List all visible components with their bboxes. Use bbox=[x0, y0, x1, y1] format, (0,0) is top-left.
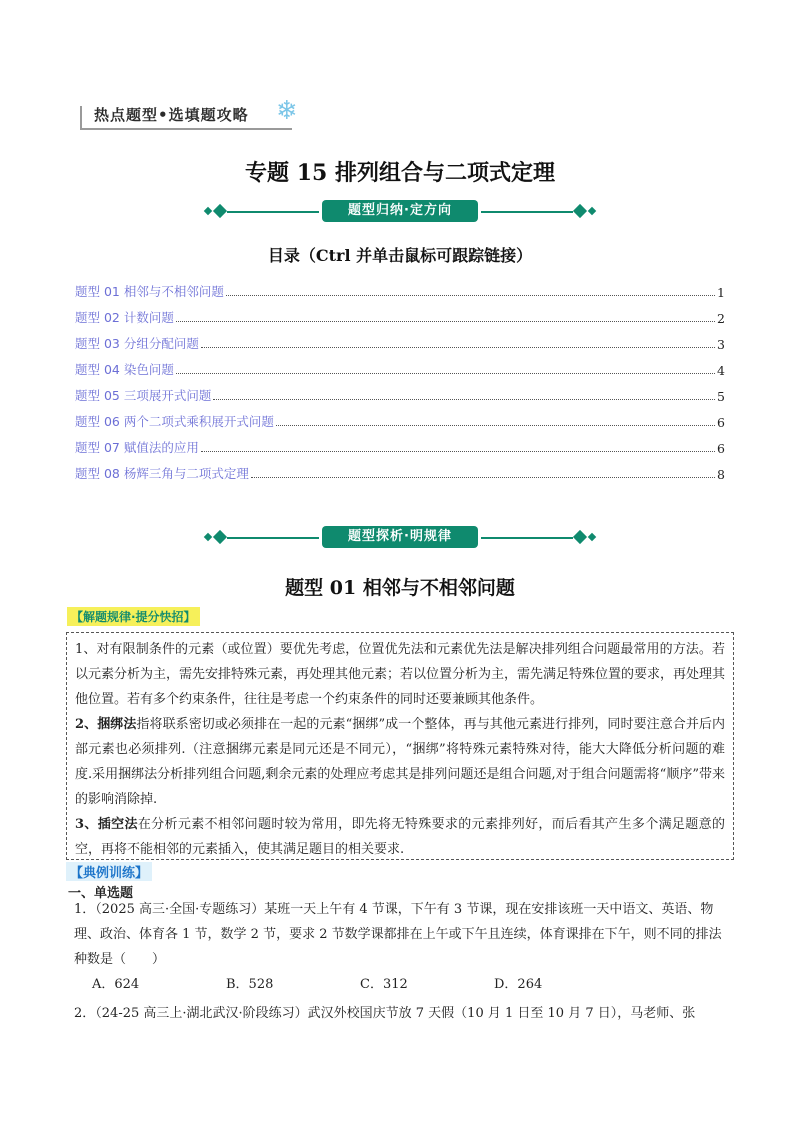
banner-diamond-icon bbox=[588, 207, 596, 215]
question-type-heading: 一、单选题 bbox=[68, 886, 134, 901]
tip-text: 1、对有限制条件的元素（或位置）要优先考虑，位置优先法和元素优先法是解决排列组合问题最常用的方法。若以元素分析为主，需先安排特殊元素，再处理其他元素；若以位置分析为主，需先满足特殊位置的要求，再处理其他位置。若有多个约束条件，往往是考虑一个约束条件的同时还要兼顾其他条件。 bbox=[75, 642, 726, 707]
option-d[interactable]: D．264 bbox=[494, 977, 543, 992]
banner-diamond-icon bbox=[573, 530, 587, 544]
toc-entry-label[interactable]: 题型 08 杨辉三角与二项式定理 bbox=[75, 466, 249, 481]
question-1-options bbox=[92, 973, 628, 992]
toc-entry[interactable] bbox=[75, 378, 725, 404]
option-a[interactable]: A．624 bbox=[92, 977, 140, 992]
toc-page-number: 3 bbox=[717, 337, 725, 352]
toc-page-number: 1 bbox=[717, 285, 725, 300]
examples-label: 【典例训练】 bbox=[66, 862, 152, 881]
toc-title: 目录（Ctrl 并单击鼠标可跟踪链接） bbox=[267, 246, 533, 265]
toc-page-number: 8 bbox=[717, 467, 725, 482]
toc-entry-label[interactable]: 题型 05 三项展开式问题 bbox=[75, 388, 212, 403]
banner-diamond-icon bbox=[204, 207, 212, 215]
tip-lead: 2、捆绑法 bbox=[75, 717, 137, 732]
toc-leader bbox=[201, 347, 715, 348]
toc-entry-label[interactable]: 题型 02 计数问题 bbox=[75, 310, 174, 325]
toc-leader bbox=[251, 477, 715, 478]
banner-line bbox=[227, 211, 319, 213]
badge-divider-vertical bbox=[80, 106, 82, 130]
tip-paragraph bbox=[75, 637, 725, 712]
tip-text: 在分析元素不相邻问题时较为常用，即先将无特殊要求的元素排列好，而后看其产生多个满足题意的空，再将不能相邻的元素插入，使其满足题目的相关要求. bbox=[75, 817, 725, 857]
section-title: 题型 01 相邻与不相邻问题 bbox=[285, 577, 515, 599]
banner-line bbox=[481, 211, 573, 213]
toc-entry-label[interactable]: 题型 01 相邻与不相邻问题 bbox=[75, 284, 224, 299]
toc-entry-label[interactable]: 题型 04 染色问题 bbox=[75, 362, 174, 377]
section-banner-analysis bbox=[205, 526, 595, 550]
table-of-contents bbox=[75, 274, 725, 482]
toc-leader bbox=[226, 295, 715, 296]
badge-underline bbox=[80, 128, 292, 130]
tip-paragraph bbox=[75, 812, 725, 862]
option-b[interactable]: B．528 bbox=[226, 977, 274, 992]
banner-label: 题型归纳·定方向 bbox=[322, 200, 478, 222]
banner-label: 题型探析·明规律 bbox=[322, 526, 478, 548]
banner-line bbox=[481, 537, 573, 539]
tip-lead: 3、插空法 bbox=[75, 817, 138, 832]
toc-page-number: 2 bbox=[717, 311, 725, 326]
question-1: 1．（2025 高三·全国·专题练习）某班一天上午有 4 节课，下午有 3 节课，现在安排该班一天中语文、英语、物理、政治、体育各 1 节，数学 2 节，要求 2 节数学课都排在上午或下午且连续，体育课排在下午，则不同的排法种数是（ ） bbox=[74, 902, 722, 967]
toc-page-number: 6 bbox=[717, 441, 725, 456]
snowflake-icon: ❄ bbox=[276, 96, 298, 126]
toc-leader bbox=[201, 451, 715, 452]
toc-page-number: 6 bbox=[717, 415, 725, 430]
toc-entry[interactable] bbox=[75, 430, 725, 456]
banner-diamond-icon bbox=[588, 533, 596, 541]
toc-entry[interactable] bbox=[75, 326, 725, 352]
toc-entry-label[interactable]: 题型 07 赋值法的应用 bbox=[75, 440, 199, 455]
banner-diamond-icon bbox=[213, 204, 227, 218]
question-2: 2．（24-25 高三上·湖北武汉·阶段练习）武汉外校国庆节放 7 天假（10 月 1 日至 10 月 7 日），马老师、张 bbox=[74, 1006, 696, 1021]
section-banner-overview bbox=[205, 200, 595, 224]
tips-box bbox=[66, 632, 734, 860]
tips-label: 【解题规律·提分快招】 bbox=[67, 607, 200, 626]
tip-paragraph bbox=[75, 712, 725, 812]
option-c[interactable]: C．312 bbox=[360, 977, 408, 992]
toc-page-number: 4 bbox=[717, 363, 725, 378]
banner-diamond-icon bbox=[204, 533, 212, 541]
banner-diamond-icon bbox=[573, 204, 587, 218]
toc-page-number: 5 bbox=[717, 389, 725, 404]
series-badge: 热点题型•选填题攻略 bbox=[94, 106, 249, 124]
banner-diamond-icon bbox=[213, 530, 227, 544]
tip-text: 指将联系密切或必须排在一起的元素“捆绑”成一个整体，再与其他元素进行排列，同时要注意合并后内部元素也必须排列.（注意捆绑元素是同元还是不同元），“捆绑”将特殊元素特殊对待，能大大降低分析问题的难度.采用捆绑法分析排列组合问题,剩余元素的处理应考虑其是排列问题还是组合问题,对于组合问题需将“顺序”带来的影响消除掉. bbox=[75, 717, 726, 807]
toc-leader bbox=[176, 373, 715, 374]
toc-entry-label[interactable]: 题型 03 分组分配问题 bbox=[75, 336, 199, 351]
document-title: 专题 15 排列组合与二项式定理 bbox=[245, 160, 555, 186]
toc-leader bbox=[213, 399, 715, 400]
toc-entry-label[interactable]: 题型 06 两个二项式乘积展开式问题 bbox=[75, 414, 274, 429]
banner-line bbox=[227, 537, 319, 539]
toc-entry[interactable] bbox=[75, 352, 725, 378]
toc-leader bbox=[276, 425, 715, 426]
toc-entry[interactable] bbox=[75, 456, 725, 482]
toc-leader bbox=[176, 321, 715, 322]
toc-entry[interactable] bbox=[75, 274, 725, 300]
toc-entry[interactable] bbox=[75, 404, 725, 430]
toc-entry[interactable] bbox=[75, 300, 725, 326]
